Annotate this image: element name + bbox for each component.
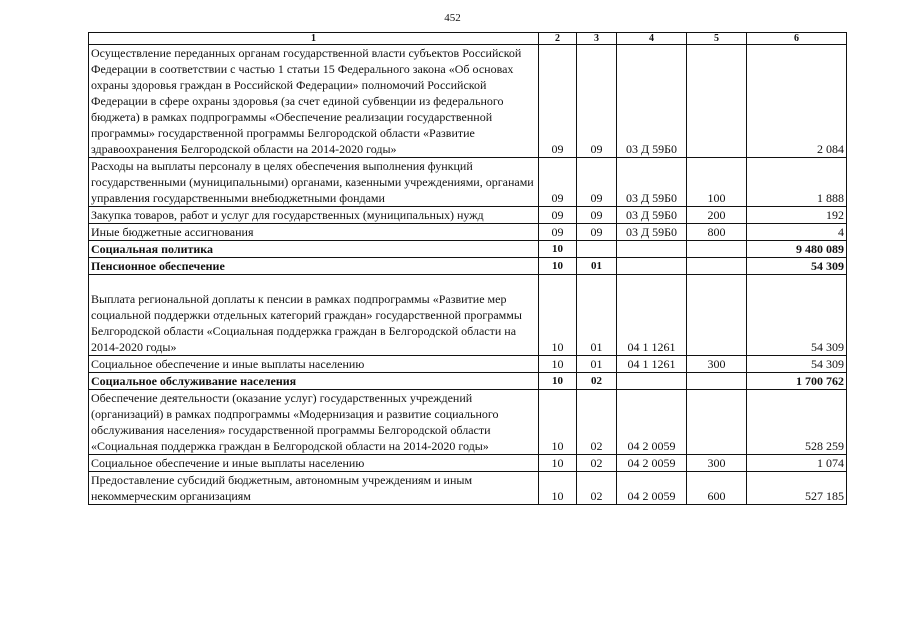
row-amount-text: 54 309 [811, 357, 844, 371]
row-amount-text: 9 480 089 [796, 242, 844, 256]
row-amount [747, 45, 847, 158]
row-amount-text: 1 700 762 [796, 374, 844, 388]
row-section-code-text: 10 [551, 456, 564, 470]
row-description [89, 207, 539, 224]
row-subsection-code [577, 373, 617, 390]
row-section-code-text: 10 [551, 340, 564, 354]
row-description-text: Расходы на выплаты персоналу в целях обеспечения выполнения функций государственными (муниципальными) органами, казенными учреждениями, органами управления государственными внебюджетными фондами [91, 159, 534, 205]
header-col-5: 5 [687, 33, 747, 45]
row-amount [747, 275, 847, 356]
row-expense-type-text: 200 [707, 208, 726, 222]
row-section-code [539, 455, 577, 472]
row-subsection-code [577, 207, 617, 224]
row-target-code-text: 04 1 1261 [627, 357, 676, 371]
row-section-code-text: 10 [551, 439, 564, 453]
row-description [89, 258, 539, 275]
row-section-code [539, 275, 577, 356]
row-section-code [539, 472, 577, 505]
row-description [89, 275, 539, 356]
row-amount [747, 241, 847, 258]
row-target-code [617, 224, 687, 241]
row-expense-type-text: 800 [707, 225, 726, 239]
row-section-code [539, 373, 577, 390]
row-amount-text: 527 185 [805, 489, 844, 503]
row-subsection-code [577, 158, 617, 207]
table-row [89, 224, 847, 241]
row-expense-type-text: 300 [707, 456, 726, 470]
row-amount [747, 472, 847, 505]
row-amount [747, 390, 847, 455]
row-target-code [617, 241, 687, 258]
table-row [89, 241, 847, 258]
row-expense-type [687, 455, 747, 472]
row-subsection-code [577, 356, 617, 373]
row-section-code-text: 09 [551, 142, 564, 156]
row-subsection-code-text: 01 [590, 357, 603, 371]
row-description [89, 45, 539, 158]
row-expense-type [687, 258, 747, 275]
row-expense-type-text: 300 [707, 357, 726, 371]
header-row [89, 33, 847, 45]
row-amount-text: 54 309 [811, 340, 844, 354]
table-row [89, 275, 847, 356]
row-subsection-code [577, 45, 617, 158]
row-description-text: Предоставление субсидий бюджетным, автономным учреждениям и иным некоммерческим организациям [91, 473, 473, 503]
row-section-code [539, 390, 577, 455]
table-row [89, 373, 847, 390]
row-subsection-code-text: 09 [590, 191, 603, 205]
row-target-code-text: 03 Д 59Б0 [625, 142, 678, 156]
row-description [89, 158, 539, 207]
row-subsection-code [577, 390, 617, 455]
row-target-code [617, 158, 687, 207]
row-target-code [617, 356, 687, 373]
row-amount [747, 373, 847, 390]
row-section-code-text: 10 [552, 243, 563, 255]
row-subsection-code [577, 241, 617, 258]
table-row [89, 45, 847, 158]
row-target-code [617, 472, 687, 505]
row-target-code [617, 275, 687, 356]
row-expense-type [687, 158, 747, 207]
row-description [89, 224, 539, 241]
row-description [89, 390, 539, 455]
row-description [89, 373, 539, 390]
row-target-code [617, 45, 687, 158]
row-amount-text: 1 888 [817, 191, 844, 205]
row-description-text: Осуществление переданных органам государственной власти субъектов Российской Федерации в соответствии с частью 1 статьи 15 Федерального закона «Об основах охраны здоровья граждан в Российской Федерации» полномочий Российской Федерации в сфере охраны здоровья (за счет единой субвенции из федерального бюджета) в рамках подпрограммы «Обеспечение реализации государственной программы» государственной программы Белгородской области «Развитие здравоохранения Белгородской области на 2014-2020 годы» [91, 46, 522, 156]
table-row [89, 258, 847, 275]
row-description-text: Социальная политика [91, 242, 214, 256]
row-section-code-text: 10 [552, 375, 563, 387]
row-expense-type [687, 241, 747, 258]
row-amount [747, 356, 847, 373]
row-subsection-code [577, 258, 617, 275]
row-amount [747, 258, 847, 275]
row-section-code [539, 158, 577, 207]
row-description [89, 241, 539, 258]
row-subsection-code-text: 02 [591, 375, 602, 387]
row-subsection-code-text: 02 [590, 439, 603, 453]
row-target-code-text: 03 Д 59Б0 [625, 191, 678, 205]
row-expense-type [687, 373, 747, 390]
row-amount-text: 54 309 [811, 259, 844, 273]
row-description-text: Закупка товаров, работ и услуг для государственных (муниципальных) нужд [91, 208, 484, 222]
row-target-code-text: 04 1 1261 [627, 340, 676, 354]
row-target-code-text: 03 Д 59Б0 [625, 225, 678, 239]
row-section-code [539, 258, 577, 275]
row-section-code [539, 241, 577, 258]
row-description-text: Обеспечение деятельности (оказание услуг) государственных учреждений (организаций) в рамках подпрограммы «Модернизация и развитие социального обслуживания населения» государственной программы Белгородской области «Социальная поддержка граждан в Белгородской области на 2014-2020 годы» [91, 391, 499, 453]
row-amount-text: 192 [826, 208, 844, 222]
row-expense-type-text: 100 [707, 191, 726, 205]
row-section-code-text: 09 [551, 208, 564, 222]
row-amount-text: 528 259 [805, 439, 844, 453]
row-amount [747, 207, 847, 224]
table-row [89, 455, 847, 472]
row-section-code [539, 224, 577, 241]
table-row [89, 207, 847, 224]
row-amount [747, 158, 847, 207]
row-amount-text: 4 [838, 225, 844, 239]
header-col-6: 6 [747, 33, 847, 45]
row-subsection-code-text: 01 [590, 340, 603, 354]
row-section-code [539, 207, 577, 224]
row-subsection-code-text: 02 [590, 489, 603, 503]
row-description-text: Социальное обеспечение и иные выплаты населению [91, 456, 365, 470]
row-subsection-code [577, 224, 617, 241]
row-description [89, 356, 539, 373]
header-col-2: 2 [539, 33, 577, 45]
row-target-code-text: 04 2 0059 [627, 439, 676, 453]
row-amount-text: 2 084 [817, 142, 844, 156]
row-subsection-code-text: 09 [590, 208, 603, 222]
header-col-4: 4 [617, 33, 687, 45]
row-section-code-text: 09 [551, 225, 564, 239]
row-section-code-text: 10 [551, 489, 564, 503]
row-target-code-text: 03 Д 59Б0 [625, 208, 678, 222]
row-subsection-code-text: 01 [591, 260, 602, 272]
row-expense-type [687, 472, 747, 505]
row-section-code-text: 10 [552, 260, 563, 272]
row-description [89, 455, 539, 472]
table-row [89, 356, 847, 373]
row-description-text: Социальное обслуживание населения [91, 374, 297, 388]
table-row [89, 472, 847, 505]
page-number: 452 [444, 12, 461, 24]
row-subsection-code-text: 09 [590, 142, 603, 156]
row-section-code-text: 10 [551, 357, 564, 371]
row-expense-type [687, 207, 747, 224]
row-expense-type-text: 600 [707, 489, 726, 503]
row-expense-type [687, 356, 747, 373]
header-col-3: 3 [577, 33, 617, 45]
row-expense-type [687, 275, 747, 356]
budget-table [88, 32, 847, 505]
row-expense-type [687, 45, 747, 158]
row-section-code [539, 356, 577, 373]
row-description [89, 472, 539, 505]
row-subsection-code [577, 275, 617, 356]
row-section-code [539, 45, 577, 158]
row-subsection-code [577, 455, 617, 472]
row-subsection-code-text: 02 [590, 456, 603, 470]
row-subsection-code [577, 472, 617, 505]
row-expense-type [687, 390, 747, 455]
row-amount [747, 455, 847, 472]
row-target-code [617, 390, 687, 455]
row-target-code [617, 207, 687, 224]
row-description-text: Пенсионное обеспечение [91, 259, 225, 273]
row-section-code-text: 09 [551, 191, 564, 205]
row-subsection-code-text: 09 [590, 225, 603, 239]
row-target-code-text: 04 2 0059 [627, 456, 676, 470]
row-description-text: Иные бюджетные ассигнования [91, 225, 254, 239]
row-target-code [617, 373, 687, 390]
row-amount-text: 1 074 [817, 456, 844, 470]
header-col-1: 1 [89, 33, 539, 45]
table-row [89, 158, 847, 207]
row-expense-type [687, 224, 747, 241]
row-target-code [617, 455, 687, 472]
row-description-text: Социальное обеспечение и иные выплаты населению [91, 357, 365, 371]
row-description-text: Выплата региональной доплаты к пенсии в рамках подпрограммы «Развитие мер социальной поддержки отдельных категорий граждан» государственной программы Белгородской области «Социальная поддержка граждан в Белгородской области на 2014-2020 годы» [91, 292, 522, 354]
row-target-code [617, 258, 687, 275]
row-target-code-text: 04 2 0059 [627, 489, 676, 503]
table-row [89, 390, 847, 455]
row-amount [747, 224, 847, 241]
